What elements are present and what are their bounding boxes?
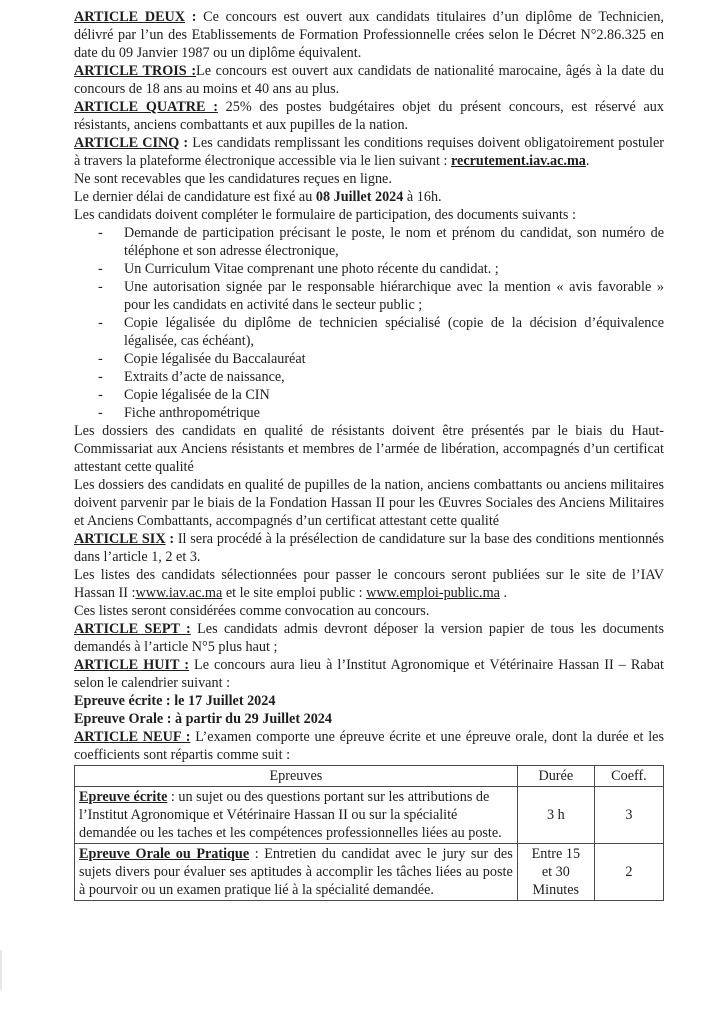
article-quatre-label: ARTICLE QUATRE : — [74, 99, 218, 115]
article-six-text: Il sera procédé à la présélection de candidature sur la base des conditions mentionnés dans l’article 1, 2 et 3. — [74, 531, 664, 565]
article-six-label: ARTICLE SIX — [74, 531, 166, 547]
article-trois-text: Le concours est ouvert aux candidats de nationalité marocaine, âgés à la date du concours de 18 ans au moins et 40 ans au plus. — [74, 63, 664, 97]
header-duree: Durée — [517, 766, 594, 787]
written-exam-date: Epreuve écrite : le 17 Juillet 2024 — [74, 693, 276, 709]
document-item: - Demande de participation précisant le poste, le nom et prénom du candidat, son numéro de téléphone et son adresse électronique, — [102, 224, 664, 260]
document-page — [74, 8, 664, 901]
article-trois-label: ARTICLE TROIS : — [74, 63, 197, 79]
article-huit-text: Le concours aura lieu à l’Institut Agronomique et Vétérinaire Hassan II – Rabat selon le calendrier suivant : — [74, 657, 665, 691]
article-sept — [74, 620, 664, 656]
resistants-paragraph: Les dossiers des candidats en qualité de résistants doivent être présentés par le biais du Haut-Commissariat aux Anciens résistants et membres de l’armée de libération, accompagnés d’un certificat attestant cette qualité — [74, 423, 664, 475]
coeff-cell: 3 — [594, 787, 663, 844]
coeff-cell: 2 — [594, 844, 663, 901]
documents-intro: Les candidats doivent compléter le formulaire de participation, des documents suivants : — [74, 207, 576, 223]
convocation-note: Ces listes seront considérées comme convocation au concours. — [74, 603, 430, 619]
document-item: - Copie légalisée de la CIN — [102, 386, 664, 404]
article-huit — [74, 656, 664, 692]
document-item: - Copie légalisée du Baccalauréat — [102, 350, 664, 368]
article-deux-text: Ce concours est ouvert aux candidats titulaires d’un diplôme de Technicien, délivré par l’un des Etablissements de Formation Professionnelle crées selon le Décret N°2.86.325 en date du 09 Janvier 1987 ou un diplôme équivalent. — [74, 9, 664, 61]
scan-edge-mark — [0, 950, 2, 990]
article-deux-label: ARTICLE DEUX — [74, 9, 186, 25]
document-item: - Copie légalisée du diplôme de technicien spécialisé (copie de la décision d’équivalence légalisée, cas échéant), — [102, 314, 664, 350]
deadline-line: Le dernier délai de candidature est fixé au 08 Juillet 2024 à 16h. — [74, 189, 442, 205]
recruitment-platform-link[interactable]: recrutement.iav.ac.ma — [451, 153, 586, 169]
article-quatre — [74, 98, 664, 134]
article-neuf — [74, 728, 664, 764]
article-cinq-label: ARTICLE CINQ — [74, 135, 180, 151]
article-six: ARTICLE SIX : Il sera procédé à la présélection de candidature sur la base des conditions mentionnés dans l’article 1, 2 et 3. — [74, 531, 664, 565]
pupilles-paragraph: Les dossiers des candidats en qualité de pupilles de la nation, anciens combattants ou anciens militaires doivent parvenir par le biais de la Fondation Hassan II pour les Œuvres Sociales des Anciens Militaires et Anciens Combattants, accompagnés d’un certificat attestant cette qualité — [74, 477, 664, 529]
article-cinq-text: Les candidats remplissant les conditions requises doivent obligatoirement postuler à travers la plateforme électronique accessible via le lien suivant : — [74, 135, 664, 169]
table-header-row — [75, 766, 664, 787]
article-deux: ARTICLE DEUX : Ce concours est ouvert aux candidats titulaires d’un diplôme de Technicien, délivré par l’un des Etablissements de Formation Professionnelle crées selon le Décret N°2.86.325 en date du 09 Janvier 1987 ou un diplôme équivalent. — [74, 9, 664, 61]
epreuve-title: Epreuve écrite — [79, 789, 168, 805]
article-huit-label: ARTICLE HUIT : — [74, 657, 189, 673]
header-coeff: Coeff. — [594, 766, 663, 787]
documents-list — [74, 224, 664, 422]
emploi-public-link[interactable]: www.emploi-public.ma — [366, 585, 500, 601]
epreuve-cell — [75, 844, 518, 901]
article-cinq: ARTICLE CINQ : Les candidats remplissant les conditions requises doivent obligatoirement postuler à travers la plateforme électronique accessible via le lien suivant : recrutement.iav.ac.ma. — [74, 135, 664, 169]
header-epreuves: Epreuves — [75, 766, 518, 787]
epreuve-description: : Entretien du candidat avec le jury sur des sujets divers pour évaluer ses aptitudes à accomplir les tâches liées au poste à pourvoir ou un examen pratique lié à la spécialité demandée. — [79, 846, 513, 898]
article-trois — [74, 62, 664, 98]
document-item: - Extraits d’acte de naissance, — [102, 368, 664, 386]
oral-exam-date: Epreuve Orale : à partir du 29 Juillet 2024 — [74, 711, 332, 727]
document-item: - Un Curriculum Vitae comprenant une photo récente du candidat. ; — [102, 260, 664, 278]
epreuve-title: Epreuve Orale ou Pratique — [79, 846, 250, 862]
duree-cell: 3 h — [517, 787, 594, 844]
publication-lists: Les listes des candidats sélectionnées pour passer le concours seront publiées sur le site de l’IAV Hassan II :www.iav.ac.ma et le site emploi public : www.emploi-public.ma . — [74, 567, 664, 601]
epreuve-description: : un sujet ou des questions portant sur les attributions de l’Institut Agronomique et Vétérinaire Hassan II ou sur la spécialité demandée ou les taches et les compétences professionnelles liées au poste. — [79, 789, 502, 841]
article-neuf-label: ARTICLE NEUF : — [74, 729, 191, 745]
iav-website-link[interactable]: www.iav.ac.ma — [135, 585, 223, 601]
document-item: - Une autorisation signée par le responsable hiérarchique avec la mention « avis favorable » pour les candidats en activité dans le secteur public ; — [102, 278, 664, 314]
article-sept-label: ARTICLE SEPT : — [74, 621, 191, 637]
document-item: - Fiche anthropométrique — [102, 404, 664, 422]
deadline-date: 08 Juillet 2024 — [315, 189, 404, 205]
article-neuf-text: L’examen comporte une épreuve écrite et une épreuve orale, dont la durée et les coefficients sont répartis comme suit : — [74, 729, 664, 763]
table-row — [75, 787, 664, 844]
exam-table — [74, 765, 664, 901]
duree-cell: Entre 15 et 30 Minutes — [517, 844, 594, 901]
table-row — [75, 844, 664, 901]
article-quatre-text: 25% des postes budgétaires objet du présent concours, est réservé aux résistants, anciens combattants et aux pupilles de la nation. — [74, 99, 664, 133]
online-only-note: Ne sont recevables que les candidatures reçues en ligne. — [74, 171, 392, 187]
epreuve-cell — [75, 787, 518, 844]
article-sept-text: Les candidats admis devront déposer la version papier de tous les documents demandés à l’article N°5 plus haut ; — [74, 621, 664, 655]
